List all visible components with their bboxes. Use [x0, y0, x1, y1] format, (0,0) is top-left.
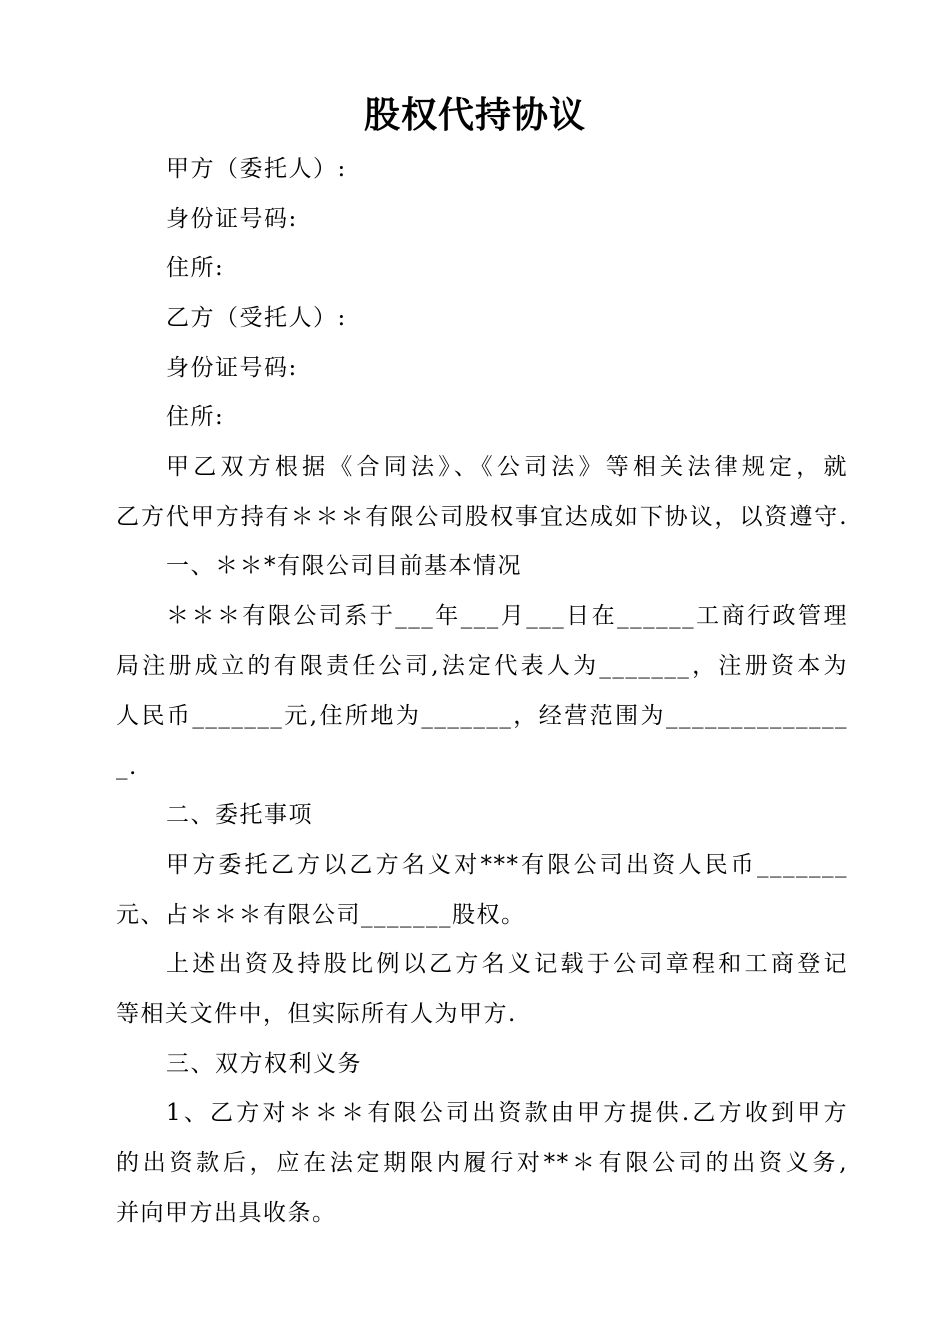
party-a-label: 甲方（委托人）:	[166, 156, 347, 182]
section-2-line-4: 等相关文件中，但实际所有人为甲方.	[116, 1001, 517, 1027]
party-b-id-label: 身份证号码:	[166, 355, 298, 381]
section-1-line-2: 局注册成立的有限责任公司,法定代表人为_______，注册资本为	[116, 653, 848, 679]
section-3-line-3: 并向甲方出具收条。	[116, 1200, 337, 1226]
party-a-address-label: 住所:	[166, 255, 225, 281]
section-1-heading: 一、＊＊*有限公司目前基本情况	[166, 553, 522, 579]
preamble-line-2: 乙方代甲方持有＊＊＊有限公司股权事宜达成如下协议，以资遵守.	[116, 504, 848, 530]
preamble-line-1: 甲乙双方根据《合同法》、《公司法》等相关法律规定，就	[166, 454, 848, 480]
section-2-line-1: 甲方委托乙方以乙方名义对***有限公司出资人民币_______	[166, 852, 848, 878]
section-2-line-2: 元、占＊＊＊有限公司_______股权。	[116, 902, 526, 928]
section-1-line-3: 人民币_______元,住所地为_______，经营范围为______________	[116, 703, 848, 729]
section-3-heading: 三、双方权利义务	[166, 1051, 362, 1077]
party-b-address-label: 住所:	[166, 404, 225, 430]
party-b-label: 乙方（受托人）:	[166, 305, 347, 331]
section-2-line-3: 上述出资及持股比例以乙方名义记载于公司章程和工商登记	[166, 951, 848, 977]
section-1-line-4: _.	[116, 754, 138, 780]
section-1-line-1: ＊＊＊有限公司系于___年___月___日在______工商行政管理	[166, 603, 848, 629]
section-3-line-1: 1、乙方对＊＊＊有限公司出资款由甲方提供.乙方收到甲方	[166, 1100, 848, 1126]
section-2-heading: 二、委托事项	[166, 802, 313, 828]
party-a-id-label: 身份证号码:	[166, 206, 298, 232]
document-title: 股权代持协议	[363, 95, 586, 136]
section-3-line-2: 的出资款后，应在法定期限内履行对**＊有限公司的出资义务,	[116, 1150, 848, 1176]
